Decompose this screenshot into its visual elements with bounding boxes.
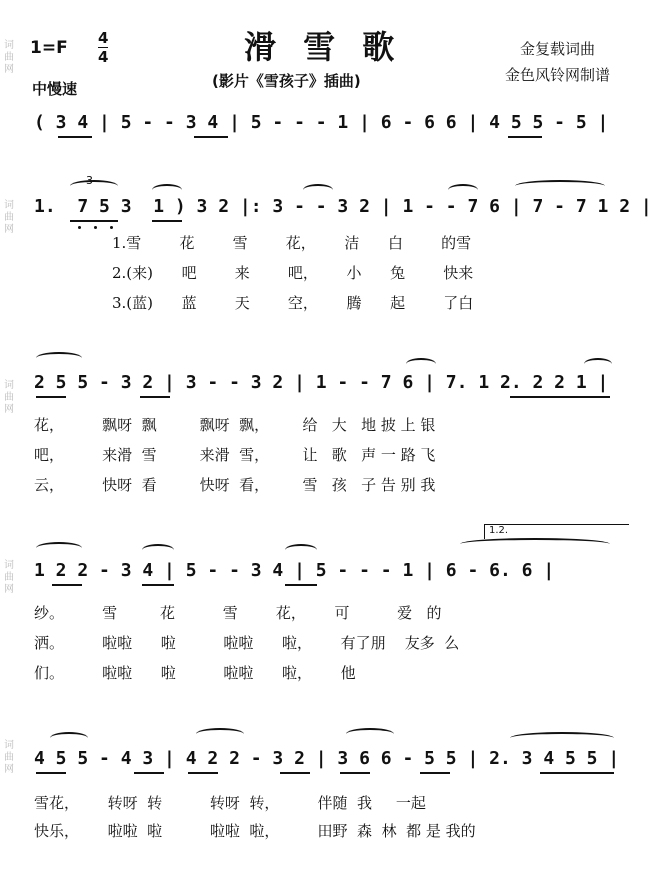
watermark-char: 网 (4, 404, 14, 415)
key-signature: 1=F (30, 38, 68, 58)
lyric-verse-1: 花， 飘呀 飘 飘呀 飘， 给 大 地 披 上 银 (34, 416, 436, 434)
volta-bracket: 1.2. (484, 524, 629, 539)
slur (36, 542, 82, 554)
watermark-char: 曲 (4, 392, 14, 403)
watermark-column (4, 380, 16, 416)
beat-underline (194, 136, 228, 138)
lyric-verse-2: 2.(来) 吧 来 吧， 小 兔 快来 (112, 264, 474, 282)
lyric-verse-2: 快乐， 啦啦 啦 啦啦 啦， 田野 森 林 都 是 我的 (34, 822, 476, 840)
lyric-verse-3: 云， 快呀 看 快呀 看， 雪 孩 子 告 别 我 (34, 476, 436, 494)
beat-underline (140, 396, 170, 398)
song-title: 滑 雪 歌 (244, 28, 403, 66)
beat-underline (52, 584, 82, 586)
watermark-char: 网 (4, 764, 14, 775)
watermark-char: 词 (4, 560, 14, 571)
low-octave-dot (110, 226, 113, 229)
watermark-column (4, 740, 16, 776)
beat-underline (36, 396, 66, 398)
slur (346, 728, 394, 740)
beat-underline (142, 584, 174, 586)
slur (196, 728, 244, 740)
beat-underline (280, 772, 310, 774)
notation-row-3: 1 2 2 - 3 4 | 5 - - 3 4 | 5 - - - 1 | 6 - 6. 6 | (34, 560, 555, 581)
notation-row-2: 2 5 5 - 3 2 | 3 - - 3 2 | 1 - - 7 6 | 7. 1 2. 2 2 1 | (34, 372, 609, 393)
beat-underline (134, 772, 164, 774)
watermark-char: 网 (4, 224, 14, 235)
slur (285, 544, 317, 556)
slur (36, 352, 82, 364)
beat-underline (540, 772, 614, 774)
lyric-verse-1: 雪花， 转呀 转 转呀 转， 伴随 我 一起 (34, 794, 426, 812)
beat-underline (70, 220, 118, 222)
lyric-verse-2: 吧， 来滑 雪 来滑 雪， 让 歌 声 一 路 飞 (34, 446, 436, 464)
triplet-marker: 3 (86, 174, 93, 187)
watermark-char: 词 (4, 740, 14, 751)
lyric-verse-2: 洒。 啦啦 啦 啦啦 啦， 有了朋 友多 么 (34, 634, 460, 652)
beat-underline (510, 396, 610, 398)
watermark-char: 词 (4, 380, 14, 391)
lyric-verse-1: 纱。 雪 花 雪 花， 可 爱 的 (34, 604, 442, 622)
watermark-char: 曲 (4, 212, 14, 223)
slur (515, 180, 605, 192)
slur (406, 358, 436, 370)
notation-row-1: 1. 7 5 3 1 ) 3 2 |: 3 - - 3 2 | 1 - - 7 6 | 7 - 7 1 2 | (34, 196, 652, 217)
notation-row-intro: ( 3 4 | 5 - - 3 4 | 5 - - - 1 | 6 - 6 6 | 4 5 5 - 5 | (34, 112, 609, 133)
beat-underline (420, 772, 450, 774)
watermark-column (4, 560, 16, 596)
slur (448, 184, 478, 196)
low-octave-dot (94, 226, 97, 229)
beat-underline (58, 136, 92, 138)
watermark-char: 词 (4, 40, 14, 51)
slur (584, 358, 612, 370)
watermark-char: 词 (4, 200, 14, 211)
beat-underline (340, 772, 370, 774)
slur (303, 184, 333, 196)
lyric-verse-3: 3.(蓝) 蓝 天 空， 腾 起 了白 (112, 294, 474, 312)
watermark-column (4, 40, 16, 76)
slur (70, 180, 118, 192)
slur (510, 732, 614, 744)
beat-underline (152, 220, 182, 222)
beat-underline (285, 584, 317, 586)
watermark-column (4, 200, 16, 236)
arranger-credit: 金色风铃网制谱 (505, 66, 611, 84)
watermark-char: 网 (4, 64, 14, 75)
watermark-char: 网 (4, 584, 14, 595)
tempo-marking: 中慢速 (32, 80, 78, 98)
low-octave-dot (78, 226, 81, 229)
watermark-char: 曲 (4, 572, 14, 583)
beat-underline (508, 136, 542, 138)
meter-top: 4 (98, 29, 109, 47)
meter-bottom: 4 (98, 48, 109, 66)
song-subtitle: (影片《雪孩子》插曲) (212, 72, 361, 90)
slur (50, 732, 88, 744)
notation-row-4: 4 5 5 - 4 3 | 4 2 2 - 3 2 | 3 6 6 - 5 5 | 2. 3 4 5 5 | (34, 748, 620, 769)
lyric-verse-1: 1.雪 花 雪 花， 洁 白 的雪 (112, 234, 472, 252)
watermark-char: 曲 (4, 52, 14, 63)
composer-credit: 金复载词曲 (520, 40, 596, 58)
slur (460, 538, 610, 550)
lyric-verse-3: 们。 啦啦 啦 啦啦 啦， 他 (34, 664, 356, 682)
time-signature (98, 30, 108, 65)
beat-underline (188, 772, 218, 774)
watermark-char: 曲 (4, 752, 14, 763)
beat-underline (36, 772, 66, 774)
slur (152, 184, 182, 196)
slur (142, 544, 174, 556)
